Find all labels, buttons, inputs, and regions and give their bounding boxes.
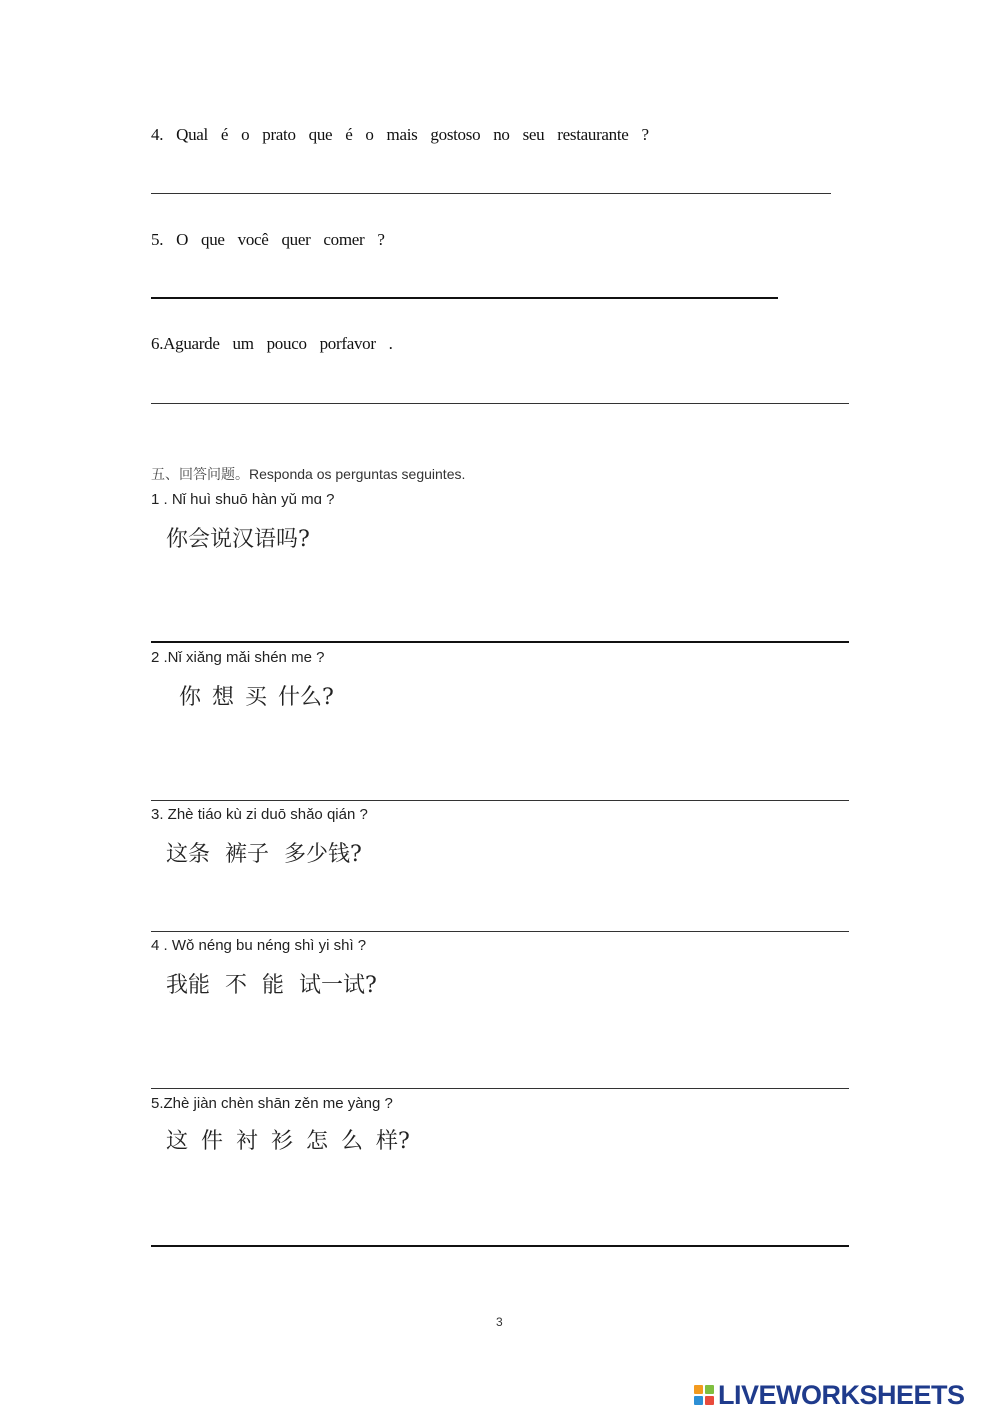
answer-line-cn-4[interactable]	[151, 1088, 849, 1089]
liveworksheets-logo-text: LIVEWORKSHEETS	[718, 1380, 965, 1410]
question-cn-2-hanzi: 你 想 买 什么?	[179, 685, 334, 710]
question-cn-5-pinyin: 5.Zhè jiàn chèn shān zěn me yàng ?	[151, 1095, 393, 1112]
section-heading-cn: 五、回答问题。	[151, 467, 249, 483]
question-cn-1-hanzi: 你会说汉语吗?	[166, 527, 310, 552]
logo-square-orange	[694, 1385, 703, 1394]
answer-line-pt-6[interactable]	[151, 403, 849, 404]
question-pt-5: 5. O que você quer comer ?	[151, 230, 385, 249]
answer-line-pt-5[interactable]	[151, 297, 778, 299]
answer-line-cn-3[interactable]	[151, 931, 849, 932]
answer-line-pt-4[interactable]	[151, 193, 831, 194]
question-cn-4-hanzi: 我能 不 能 试一试?	[166, 973, 377, 998]
logo-square-red	[705, 1396, 714, 1405]
section-heading	[151, 465, 465, 484]
question-cn-3-hanzi: 这条 裤子 多少钱?	[166, 842, 362, 867]
answer-line-cn-5[interactable]	[151, 1245, 849, 1247]
logo-square-green	[705, 1385, 714, 1394]
question-cn-1-pinyin: 1 . Nǐ huì shuō hàn yǔ mɑ ?	[151, 491, 335, 508]
section-heading-pt: Responda os perguntas seguintes.	[249, 466, 466, 482]
question-pt-4: 4. Qual é o prato que é o mais gostoso no seu restaurante ?	[151, 125, 649, 144]
question-cn-4-pinyin: 4 . Wǒ néng bu néng shì yi shì ?	[151, 937, 367, 954]
page-number: 3	[496, 1315, 503, 1329]
liveworksheets-logo	[694, 1379, 965, 1411]
question-cn-2-pinyin: 2 .Nǐ xiǎng mǎi shén me ?	[151, 649, 325, 666]
question-cn-3-pinyin: 3. Zhè tiáo kù zi duō shǎo qián ?	[151, 806, 368, 823]
answer-line-cn-1[interactable]	[151, 641, 849, 643]
liveworksheets-logo-icon	[694, 1385, 714, 1405]
logo-square-blue	[694, 1396, 703, 1405]
question-pt-6: 6.Aguarde um pouco porfavor .	[151, 334, 393, 353]
answer-line-cn-2[interactable]	[151, 800, 849, 801]
question-cn-5-hanzi: 这 件 衬 衫 怎 么 样?	[166, 1129, 410, 1154]
